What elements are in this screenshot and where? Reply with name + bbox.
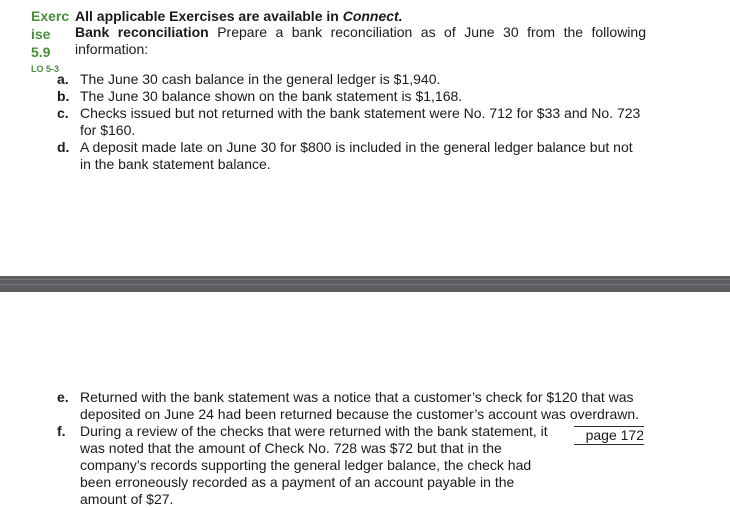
list-item	[57, 139, 647, 173]
exercise-number: 5.9	[31, 44, 51, 60]
exercise-title: Bank reconciliation	[75, 24, 209, 40]
item-text: A deposit made late on June 30 for $800 is included in the general ledger balance but not in the bank statement balance.	[80, 139, 633, 172]
learning-objective-tag: LO 5-3	[31, 64, 60, 74]
exercise-label: Exerc	[31, 8, 70, 24]
page-number-marker: page 172	[574, 426, 644, 445]
item-text: Returned with the bank statement was a notice that a customer’s check for $120 that was deposited on June 24 had been returned because the customer’s account was overdrawn.	[80, 389, 640, 422]
item-text: Checks issued but not returned with the bank statement were No. 712 for $33 and No. 723 for $160.	[80, 105, 641, 138]
item-text: During a review of the checks that were returned with the bank statement, it was noted that the amount of Check No. 728 was $72 but that in the company’s records supporting the general ledger balance, the check had been erroneously recorded as a payment of an account payable in the amount of $27.	[80, 423, 548, 507]
item-letter: b.	[57, 88, 70, 104]
connect-note-emphasis: Connect.	[342, 8, 403, 24]
item-text: The June 30 balance shown on the bank statement is $1,168.	[80, 88, 463, 104]
item-letter: f.	[57, 423, 66, 439]
item-text: The June 30 cash balance in the general ledger is $1,940.	[80, 71, 441, 87]
list-item	[57, 71, 647, 88]
connect-note-prefix: All applicable Exercises are available in	[75, 8, 343, 24]
item-letter: d.	[57, 139, 70, 155]
exercise-intro	[75, 24, 646, 58]
list-item	[57, 88, 647, 105]
item-letter: c.	[57, 105, 69, 121]
page-break-divider	[0, 276, 730, 292]
list-item	[57, 389, 647, 423]
exercise-label-continued: ise	[31, 26, 51, 42]
item-letter: e.	[57, 389, 69, 405]
divider-line	[0, 284, 730, 285]
list-item	[57, 423, 557, 508]
exercise-instructions: Prepare a bank reconciliation as of June 30 from the following information:	[75, 24, 646, 57]
list-item	[57, 105, 647, 139]
item-letter: a.	[57, 71, 69, 87]
connect-note	[75, 8, 403, 25]
divider-line	[0, 279, 730, 280]
